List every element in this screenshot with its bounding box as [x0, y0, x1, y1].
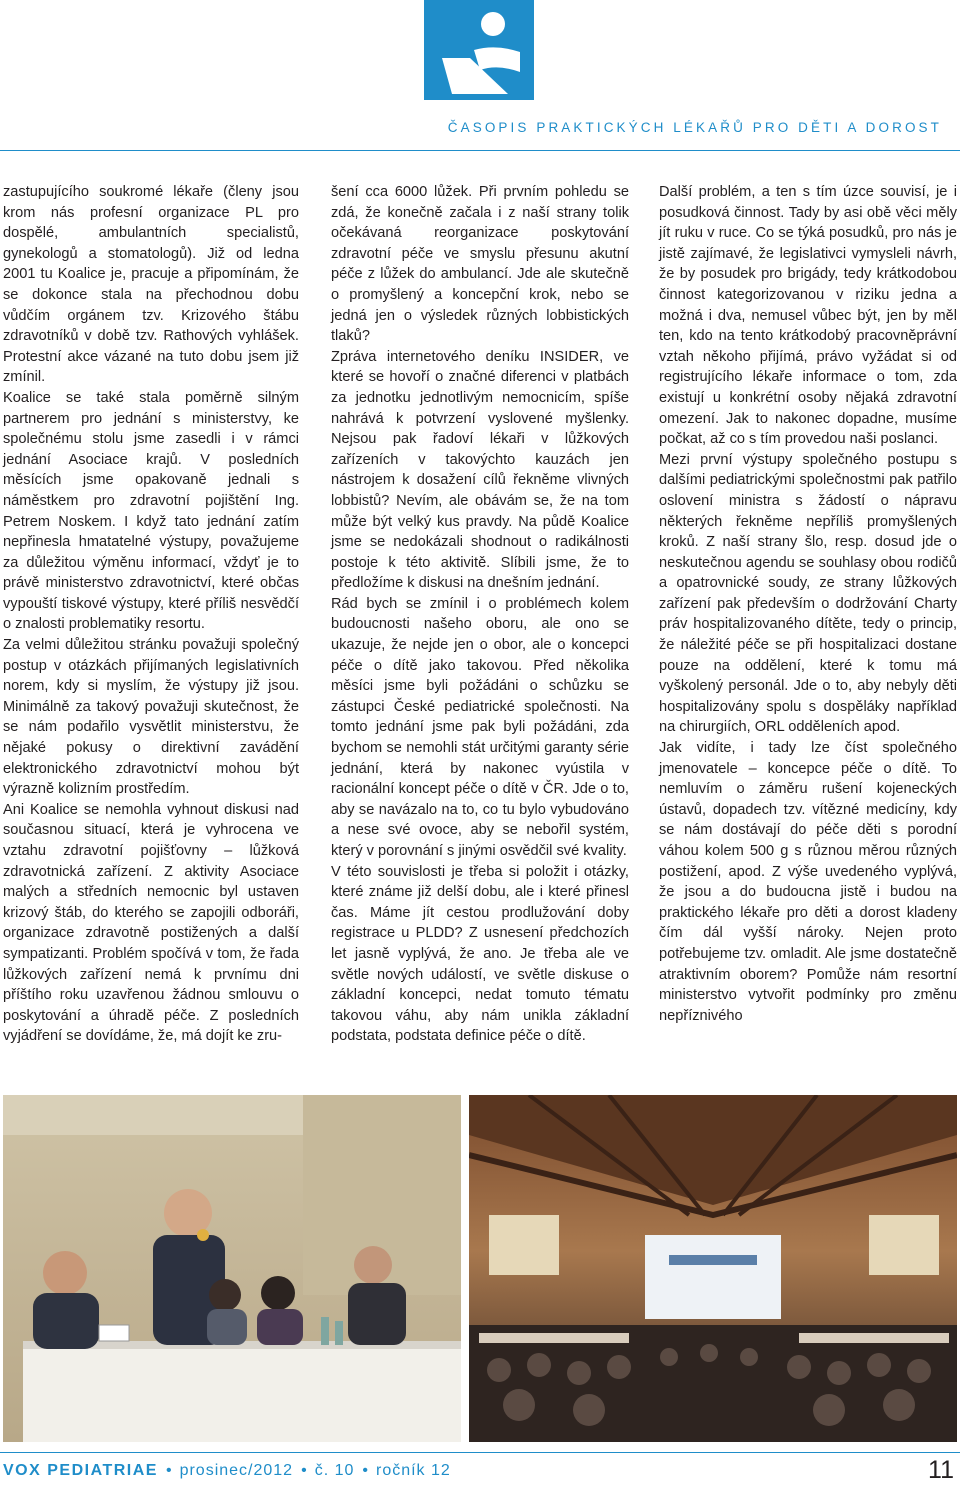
- journal-logo-icon: [424, 0, 534, 100]
- paragraph: zastupujícího soukromé lékaře (členy jsou krom nás profesní organizace PL pro dospělé, ambulantních specialistů, gynekologů a stomatologů). Již od ledna 2001 tu Koalice je, pracuje a připomínám, že se dokonce stala na přechodnou dobu vůdčím orgánem tzv. Krizového štábu zdravotníků v době tzv. Rathových vyhlášek. Protestní akce vázané na tuto dobu jsem již zmínil.: [3, 184, 299, 386]
- footer-issue: č. 10: [314, 1462, 355, 1479]
- footer-separator: •: [362, 1462, 368, 1479]
- footer-month-year: prosinec/2012: [179, 1462, 294, 1479]
- footer-separator: •: [165, 1462, 172, 1479]
- logo-graphic: [424, 0, 534, 100]
- page-number: 11: [928, 1456, 954, 1484]
- footer-rule: [0, 1452, 960, 1453]
- paragraph: Jak vidíte, i tady lze číst společného jmenovatele – koncepce péče o dítě. To nemluvím o záměru rušení kojeneckých ústavů, dopadech tzv. vítězné medicíny, kdy se nám dostávají do péče děti s porodní váhou kolem 500 g s různou měrou různých postižení, apod. Z výše uvedeného vyplývá, že jsou a do budoucna jistě i budou na praktického lékaře pro děti a dorost kladeny čím dál vyšší nároky. Nejen proto potřebujeme tzv. omladit. Ale jsme dostatečně atraktivním oborem? Pomůže nám resortní ministerstvo vytvořit podmínky pro změnu nepříznivého: [659, 740, 957, 1024]
- photo-conference-hall: [469, 1095, 957, 1442]
- photo-speakers-table: [3, 1095, 461, 1442]
- paragraph: šení cca 6000 lůžek. Při prvním pohledu se zdá, že konečně začala i z naší strany tolik očekávaná reorganizace poskytování zdravotní péče ve smyslu přesunu akutní péče z lůžek do ambulancí. Jde ale skutečně o promyšlený a koncepční krok, nebo se jedná jen o výsledek různých lobbistických tlaků?: [331, 184, 629, 345]
- header-rule: [0, 150, 960, 151]
- paragraph: Zpráva internetového deníku INSIDER, ve které se hovoří o značné diferenci v platbách za jednotku jednotlivým nemocnicím, spíše nahrává k potvrzení vyslovené myšlenky. Nejsou pak řadoví lékaři v lůžkových zařízeních v takovýchto kauzách jen nástrojem k dosažení cílů řekněme vlivných lobbistů? Nevím, ale obávám se, že na tom může být velký kus pravdy. Na půdě Koalice jsme se nedokázali shodnout o radikálnosti postoje k této aktivitě. Slíbili jsme, že to předložíme k diskusi na dnešním jednání.: [331, 348, 629, 592]
- footer-volume: ročník 12: [375, 1462, 451, 1479]
- paragraph: Koalice se také stala poměrně silným partnerem pro jednání s ministerstvy, ke společnému stolu jsme zasedli i v rámci jednání Asociace krajů. V posledních měsících jsme opakovaně jednali s náměstkem pro zdravotní pojištění Ing. Petrem Noskem. I když tato jednání zatím nepřinesla hmatatelné výstupy, považujeme za důležitou výměnu informací, vždyť je to právě ministerstvo zdravotnictví, které občas vypouští tiskové výstupy, které příliš nesvědčí o znalosti problematiky resortu.: [3, 389, 299, 633]
- journal-title: ČASOPIS PRAKTICKÝCH LÉKAŘŮ PRO DĚTI A DOROST: [447, 120, 942, 135]
- article-column-2: [331, 182, 629, 1047]
- footer-separator: •: [301, 1462, 307, 1479]
- paragraph: Za velmi důležitou stránku považuji společný postup v otázkách přijímaných legislativních norem, kdy si myslím, že výstupy již jsou. Minimálně za takový považuji skutečnost, že se nám podařilo vysvětlit ministerstvu, že nějaké pokusy o direktivní zavádění elektronického zdravotnictví mohou být výrazně kolizním prostředím.: [3, 637, 299, 798]
- article-column-1: [3, 182, 299, 1047]
- paragraph: Ani Koalice se nemohla vyhnout diskusi nad současnou situací, která je vyhrocena ve vztahu zdravotní pojišťovny – lůžková zdravotnická zařízení. Z aktivity Asociace malých a středních nemocnic byl ustaven krizový štáb, do kterého se zapojili odboráři, organizace zdravotně postižených a další sympatizanti. Problém spočívá v tom, že řada lůžkových zařízení nemá k prvnímu dni příštího roku uzavřenou žádnou smlouvu o poskytování a úhradě péče. Z posledních vyjádření se dovídáme, že, má dojít ke zru-: [3, 801, 299, 1045]
- paragraph: V této souvislosti je třeba si položit i otázky, které známe již delší dobu, ale i které přinesl čas. Máme jít cestou prodlužování doby registrace u PLDD? Z usnesení předchozích let jasně vyplývá, že ano. Je třeba ale ve světle nových událostí, ve světle diskuse o základní koncepci, nedat tomuto tématu takovou váhu, aby nám unikla základní podstata, podstata definice péče o dítě.: [331, 863, 629, 1045]
- paragraph: Rád bych se zmínil i o problémech kolem budoucnosti našeho oboru, ale ono se ukazuje, že nejde jen o obor, ale o koncepci péče o dítě jako takovou. Před několika měsíci jsme byli požádáni o schůzku se zástupci České pediatrické společnosti. Na tomto jednání jsme pak byli požádáni, zda bychom se nemohli stát určitými garanty série jednání, která by nakonec vyústila v racionální koncept péče o dítě v ČR. Jde o to, aby se navázalo na to, co tu bylo vybudováno a nese své ovoce, aby se nebořil systém, který v porovnání s jinými osvědčil své kvality.: [331, 595, 629, 859]
- article-column-3: [659, 182, 957, 1026]
- footer-brand: VOX PEDIATRIAE: [3, 1462, 158, 1479]
- page-footer: [3, 1456, 954, 1486]
- paragraph: Další problém, a ten s tím úzce souvisí, je i posudková činnost. Tady by asi obě věci měly jít ruku v ruce. Co se týká posudků, pro nás je jistě zajímavé, že legislativci vymysleli návrh, že by posudek pro brigády, tedy krátkodobou činnost kategorizovanou v riziku jedna a možná i dva, nemusel vůbec být, jen by měl ten, kdo na tento krátkodobý pracovněprávní vztah někoho přijímá, právo vyžádat si od registrujícího lékaře informace o tom, zda existují u konkrétní osoby nějaká zdravotní omezení. Jak to nakonec dopadne, musíme počkat, až co s tím provedou naši poslanci.: [659, 184, 957, 448]
- paragraph: Mezi první výstupy společného postupu s dalšími pediatrickými společnostmi pak patřilo oslovení ministra s žádostí o nápravu některých řekněme nepříliš promyšlených kroků. Z naší strany šlo, resp. dosud jde o neskutečnou agendu se souhlasy obou rodičů a opatrovnické soudy, ze strany lůžkových zařízení pak především o dodržování Charty práv hospitalizovaného dítěte, tedy o princip, že náležité péče se při hospitalizaci dostane pouze na oddělení, které k tomu má vyškolený personál. Jde o to, aby nebyly děti hospitalizovány spolu s dospěláky například na chirurgiích, ORL odděleních apod.: [659, 451, 957, 736]
